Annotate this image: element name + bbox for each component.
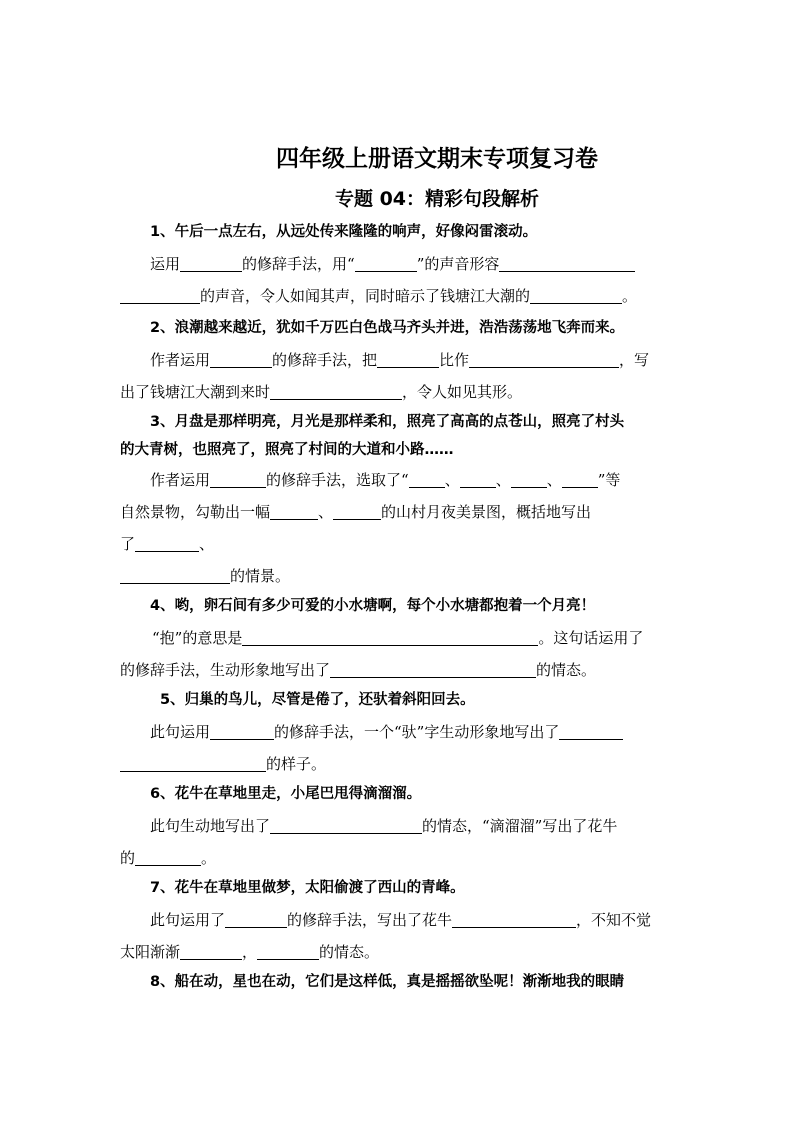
question-4-line-1: [152, 628, 708, 648]
text: 的山村月夜美景图，概括地写出: [381, 503, 592, 521]
question-2-line-2: [120, 382, 676, 402]
text: ”等: [597, 471, 621, 489]
answer-blank[interactable]: [180, 255, 242, 272]
question-1-line-2: [120, 286, 676, 306]
answer-blank[interactable]: [530, 287, 622, 304]
answer-blank[interactable]: [333, 503, 381, 520]
answer-blank[interactable]: [135, 535, 199, 552]
question-7-line-1: [150, 910, 706, 930]
answer-blank[interactable]: [409, 471, 445, 488]
text: 太阳渐渐: [120, 943, 181, 961]
question-3-line-2: [120, 502, 676, 522]
text: 。: [622, 287, 638, 305]
answer-blank[interactable]: [562, 471, 598, 488]
text: 的修辞手法，把: [272, 351, 378, 369]
answer-blank[interactable]: [270, 383, 402, 400]
answer-blank[interactable]: [180, 943, 242, 960]
answer-blank[interactable]: [210, 723, 274, 740]
question-5-line-2: [120, 754, 676, 774]
text: 出了钱塘江大潮到来时: [120, 383, 271, 401]
text: 的: [120, 849, 136, 867]
answer-blank[interactable]: [460, 471, 496, 488]
text: 、: [199, 535, 215, 553]
answer-blank[interactable]: [210, 471, 266, 488]
text: 比作: [439, 351, 470, 369]
text: 的情态，“滴溜溜”写出了花牛: [422, 817, 618, 835]
text: ，写: [619, 351, 650, 369]
text: 的声音，令人如闻其声，同时暗示了钱塘江大潮的: [200, 287, 531, 305]
answer-blank[interactable]: [499, 255, 635, 272]
question-4-line-2: [120, 660, 676, 680]
page-title: 四年级上册语文期末专项复习卷: [276, 146, 598, 172]
answer-blank[interactable]: [511, 471, 547, 488]
text: 的修辞手法，生动形象地写出了: [120, 661, 331, 679]
answer-blank[interactable]: [210, 351, 272, 368]
question-7-stem: 7、花牛在草地里做梦，太阳偷渡了西山的青峰。: [150, 880, 465, 896]
text: 的情景。: [230, 567, 291, 585]
text: 的修辞手法，写出了花牛: [287, 911, 453, 929]
question-1-line-1: [150, 254, 706, 274]
answer-blank[interactable]: [559, 723, 623, 740]
question-7-line-2: [120, 942, 676, 962]
answer-blank[interactable]: [270, 503, 318, 520]
answer-blank[interactable]: [452, 911, 576, 928]
answer-blank[interactable]: [225, 911, 287, 928]
text: “抱”的意思是: [152, 629, 243, 647]
text: 作者运用: [150, 351, 211, 369]
question-3-stem-1: 3、月盘是那样明亮，月光是那样柔和，照亮了高高的点苍山，照亮了村头: [150, 414, 625, 430]
question-2-line-1: [150, 350, 706, 370]
text: 自然景物，勾勒出一幅: [120, 503, 271, 521]
question-6-line-2: [120, 848, 676, 868]
question-5-stem: 5、归巢的鸟儿，尽管是倦了，还驮着斜阳回去。: [160, 692, 475, 708]
answer-blank[interactable]: [120, 567, 230, 584]
text: 的情态。: [319, 943, 380, 961]
text: 。这句话运用了: [538, 629, 644, 647]
page-subtitle: 专题 04：精彩句段解析: [334, 188, 540, 210]
text: ，: [242, 943, 258, 961]
question-3-line-3: [120, 534, 676, 554]
text: 此句生动地写出了: [150, 817, 271, 835]
answer-blank[interactable]: [257, 943, 319, 960]
answer-blank[interactable]: [469, 351, 619, 368]
text: 作者运用: [150, 471, 211, 489]
answer-blank[interactable]: [242, 629, 538, 646]
answer-blank[interactable]: [120, 755, 266, 772]
text: 运用: [150, 255, 181, 273]
text: ，不知不觉: [576, 911, 652, 929]
text: ”的声音形容: [416, 255, 500, 273]
answer-blank[interactable]: [270, 817, 422, 834]
text: 此句运用了: [150, 911, 226, 929]
text: 的修辞手法，用“: [242, 255, 355, 273]
question-3-line-1: [150, 470, 706, 490]
text: 、: [546, 471, 562, 489]
question-6-line-1: [150, 816, 706, 836]
answer-blank[interactable]: [120, 287, 200, 304]
answer-blank[interactable]: [330, 661, 536, 678]
text: 、: [318, 503, 334, 521]
text: 的修辞手法，选取了“: [266, 471, 409, 489]
text: 。: [201, 849, 217, 867]
text: 、: [444, 471, 460, 489]
text: ，令人如见其形。: [402, 383, 523, 401]
text: 了: [120, 535, 136, 553]
question-6-stem: 6、花牛在草地里走，小尾巴甩得滴溜溜。: [150, 786, 422, 802]
question-8-stem: 8、船在动，星也在动，它们是这样低，真是摇摇欲坠呢！渐渐地我的眼睛: [150, 974, 625, 990]
answer-blank[interactable]: [377, 351, 439, 368]
text: 此句运用: [150, 723, 211, 741]
question-1-stem: 1、午后一点左右，从远处传来隆隆的响声，好像闷雷滚动。: [150, 224, 538, 240]
question-3-line-4: [120, 566, 676, 586]
answer-blank[interactable]: [135, 849, 201, 866]
answer-blank[interactable]: [355, 255, 417, 272]
question-2-stem: 2、浪潮越来越近，犹如千万匹白色战马齐头并进，浩浩荡荡地飞奔而来。: [150, 320, 625, 336]
question-4-stem: 4、哟，卵石间有多少可爱的小水塘啊，每个小水塘都抱着一个月亮！: [150, 598, 596, 614]
text: 的修辞手法，一个“驮”字生动形象地写出了: [274, 723, 560, 741]
text: 的样子。: [266, 755, 327, 773]
text: 、: [495, 471, 511, 489]
text: 的情态。: [536, 661, 597, 679]
question-3-stem-2: 的大青树，也照亮了，照亮了村间的大道和小路……: [120, 442, 454, 458]
question-5-line-1: [150, 722, 706, 742]
